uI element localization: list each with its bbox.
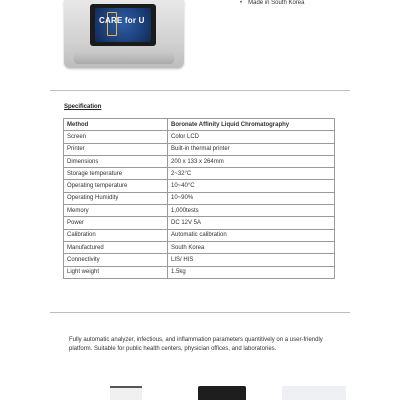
- table-row: [64, 168, 335, 180]
- specification-title: Specification: [64, 104, 102, 110]
- analyzer-device-image: [64, 0, 184, 68]
- spec-label: Connectivity: [64, 254, 168, 266]
- spec-value: LIS/ HIS: [168, 254, 335, 266]
- spec-value: DC 12V 5A: [168, 217, 335, 229]
- product-thumbnail-image: [282, 386, 346, 400]
- specification-table: [63, 118, 335, 279]
- spec-label: Screen: [64, 131, 168, 143]
- device-screen-logo: CARE for U: [99, 16, 145, 25]
- table-row: [64, 266, 335, 278]
- spec-value: Automatic calibration: [168, 229, 335, 241]
- table-header-row: [64, 119, 335, 131]
- table-row: [64, 229, 335, 241]
- table-row: [64, 131, 335, 143]
- spec-value: 10~90%: [168, 192, 335, 204]
- spec-label: Calibration: [64, 229, 168, 241]
- section-divider: [50, 312, 350, 313]
- table-row: [64, 180, 335, 192]
- spec-label: Storage temperature: [64, 168, 168, 180]
- table-row: [64, 254, 335, 266]
- device-screen: [95, 8, 151, 42]
- product-description: Fully automatic analyzer, infectious, and inflammation parameters quantitively on a user-friendly platform. Suitable for public health centers, physician offices, and laboratories.: [69, 337, 323, 352]
- spec-label: Light weight: [64, 266, 168, 278]
- device-base: [74, 52, 174, 64]
- spec-label: Memory: [64, 205, 168, 217]
- spec-value: Color LCD: [168, 131, 335, 143]
- table-row: [64, 192, 335, 204]
- product-thumbnail-image: [198, 386, 246, 400]
- spec-value: 1.5kg: [168, 266, 335, 278]
- table-header-cell: Method: [64, 119, 168, 131]
- table-row: [64, 205, 335, 217]
- spec-label: Power: [64, 217, 168, 229]
- table-row: [64, 143, 335, 155]
- bullet-icon: •: [240, 0, 243, 6]
- spec-label: Operating Humidity: [64, 192, 168, 204]
- spec-value: Built-in thermal printer: [168, 143, 335, 155]
- table-row: [64, 155, 335, 167]
- section-divider: [50, 90, 350, 91]
- spec-label: Dimensions: [64, 155, 168, 167]
- spec-label: Printer: [64, 143, 168, 155]
- made-in-text: Made in South Korea: [248, 0, 305, 6]
- spec-value: 200 x 133 x 264mm: [168, 155, 335, 167]
- spec-value: 1,000tests: [168, 205, 335, 217]
- spec-value: South Korea: [168, 241, 335, 253]
- product-thumbnail-image: [110, 386, 142, 400]
- device-bezel: [90, 4, 156, 46]
- table-row: [64, 241, 335, 253]
- spec-label: Manufactured: [64, 241, 168, 253]
- spec-value: 2~32°C: [168, 168, 335, 180]
- spec-value: 10~40°C: [168, 180, 335, 192]
- table-row: [64, 217, 335, 229]
- feature-list-item: [240, 0, 304, 6]
- table-header-cell: Boronate Affinity Liquid Chromatography: [168, 119, 335, 131]
- spec-label: Operating temperature: [64, 180, 168, 192]
